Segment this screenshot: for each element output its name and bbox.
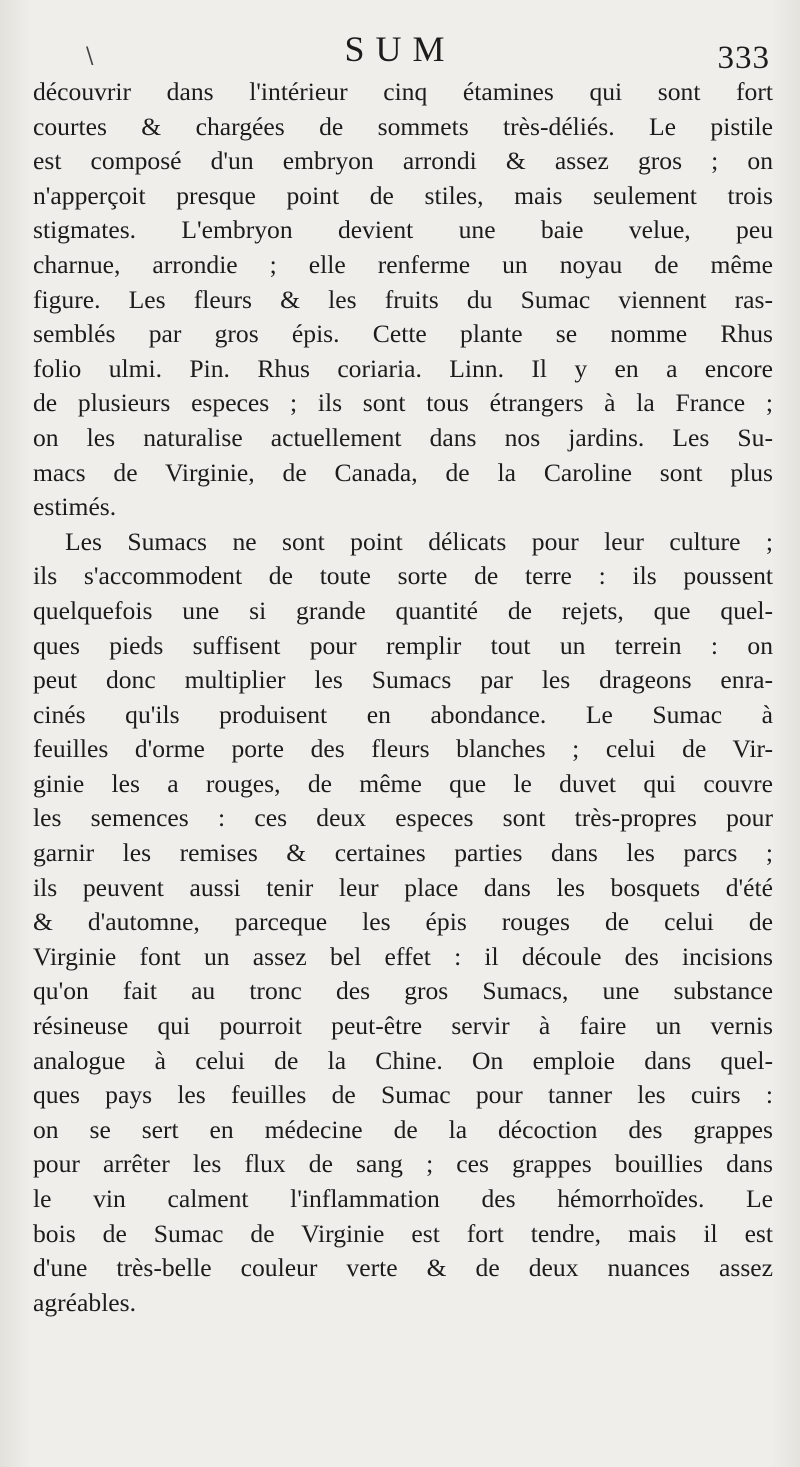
text-line: estimés. [33, 492, 117, 522]
body-text [33, 75, 773, 1320]
page-number: 333 [717, 40, 770, 76]
paragraph-1 [33, 75, 773, 525]
text-line: d'une très-belle couleur verte & de deux nuances assez [33, 1253, 773, 1283]
text-line: charnue, arrondie ; elle renferme un noyau de même [33, 249, 773, 279]
text-line: ils s'accommodent de toute sorte de terre : ils poussent [33, 561, 773, 591]
text-line: feuilles d'orme porte des fleurs blanches ; celui de Vir- [33, 734, 773, 764]
page-header [0, 22, 800, 76]
text-line: cinés qu'ils produisent en abondance. Le Sumac à [33, 699, 773, 729]
text-line: courtes & chargées de sommets très-déliés. Le pistile [33, 111, 773, 141]
text-line: découvrir dans l'intérieur cinq étamines qui sont fort [33, 77, 773, 106]
text-line: le vin calment l'inflammation des hémorrhoïdes. Le [33, 1184, 773, 1213]
text-line: on se sert en médecine de la décoction des grappes [33, 1114, 773, 1144]
text-line: n'apperçoit presque point de stiles, mais seulement trois [33, 180, 773, 210]
text-line: qu'on fait au tronc des gros Sumacs, une substance [33, 976, 773, 1006]
text-line: Virginie font un assez bel effet : il découle des incisions [33, 941, 773, 971]
text-line: figure. Les fleurs & les fruits du Sumac viennent ras- [33, 284, 773, 314]
text-line: stigmates. L'embryon devient une baie velue, peu [33, 215, 773, 245]
text-line: quelquefois une si grande quantité de rejets, que quel- [33, 595, 773, 625]
margin-mark: \ [86, 44, 94, 69]
text-line: folio ulmi. Pin. Rhus coriaria. Linn. Il y en a encore [33, 353, 773, 383]
text-line: de plusieurs especes ; ils sont tous étrangers à la France ; [33, 388, 773, 418]
text-line: les semences : ces deux especes sont très-propres pour [33, 803, 773, 833]
text-line: on les naturalise actuellement dans nos jardins. Les Su- [33, 422, 773, 452]
text-line: ginie les a rouges, de même que le duvet qui couvre [33, 768, 773, 798]
text-line: ques pays les feuilles de Sumac pour tanner les cuirs : [33, 1080, 773, 1110]
text-line: Les Sumacs ne sont point délicats pour leur culture ; [65, 526, 773, 556]
text-line: résineuse qui pourroit peut-être servir à faire un vernis [33, 1011, 773, 1041]
text-line: garnir les remises & certaines parties dans les parcs ; [33, 838, 773, 868]
running-head: SUM [344, 29, 456, 69]
text-line: & d'automne, parceque les épis rouges de celui de [33, 907, 773, 937]
text-line: pour arrêter les flux de sang ; ces grappes bouillies dans [33, 1149, 773, 1179]
text-line: semblés par gros épis. Cette plante se nomme Rhus [33, 319, 773, 349]
text-line: ques pieds suffisent pour remplir tout un terrein : on [33, 630, 773, 660]
text-line: ils peuvent aussi tenir leur place dans les bosquets d'été [33, 872, 773, 902]
text-line: analogue à celui de la Chine. On emploie dans quel- [33, 1045, 773, 1075]
text-line: macs de Virginie, de Canada, de la Caroline sont plus [33, 457, 773, 487]
text-line: peut donc multiplier les Sumacs par les drageons enra- [33, 665, 773, 695]
text-line: est composé d'un embryon arrondi & assez gros ; on [33, 146, 773, 176]
text-line: agréables. [33, 1287, 137, 1317]
text-line: bois de Sumac de Virginie est fort tendre, mais il est [33, 1218, 773, 1248]
paragraph-2 [33, 525, 773, 1321]
